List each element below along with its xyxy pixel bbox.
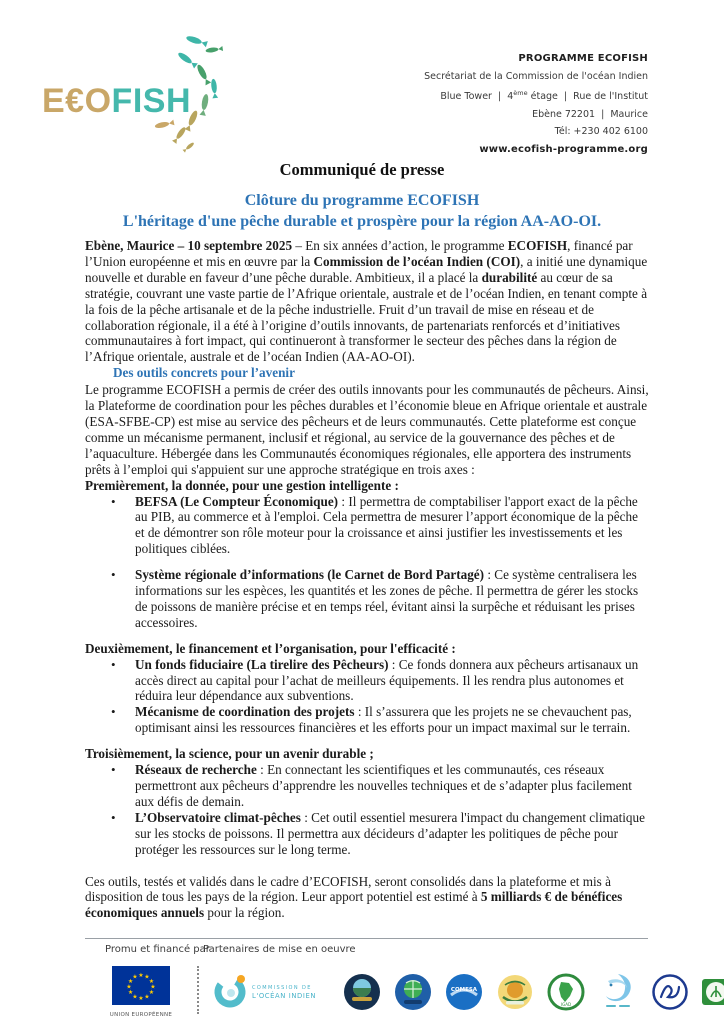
axis-heading: Troisièmement, la science, pour un avenir durable ; xyxy=(85,746,374,762)
fish-swirl-logo xyxy=(598,971,638,1013)
sadc-logo xyxy=(651,973,689,1011)
svg-text:★: ★ xyxy=(127,989,134,996)
footer-label-partners: Partenaires de mise en oeuvre xyxy=(203,944,356,955)
svg-text:★: ★ xyxy=(126,983,132,991)
swiofc-logo xyxy=(702,978,724,1006)
svg-text:★: ★ xyxy=(144,993,150,1001)
paragraph: Ces outils, testés et validés dans le cadre d’ECOFISH, seront consolidés dans la plateforme et mis à disposition de tous les pays de la région. Leur apport potentiel est estimé à 5 milliards € de bénéfices économiques annuels pour la région. xyxy=(85,873,623,921)
svg-text:E€OFISH xyxy=(42,82,191,120)
website-url[interactable]: www.ecofish-programme.org xyxy=(479,143,648,155)
document-body xyxy=(85,238,649,921)
svg-text:COMESA: COMESA xyxy=(450,987,478,993)
partner-logos-row xyxy=(212,966,690,1018)
svg-text:★: ★ xyxy=(148,989,155,996)
svg-text:★: ★ xyxy=(148,978,155,985)
comesa-logo xyxy=(445,973,483,1011)
lvfo-logo xyxy=(394,973,432,1011)
contact-phone: Tél: +230 402 6100 xyxy=(554,126,648,138)
contact-secretariat: Secrétariat de la Commission de l'océan Indien xyxy=(424,70,648,82)
bullet-item: • Réseaux de recherche : En connectant les scientifiques et les communautés, ces réseaux permettront aux pêcheurs d’apprendre les nouvelles techniques et de s’adapter plus facilement aux défis de demain. xyxy=(85,762,649,810)
eu-flag-caption: UNION EUROPÉENNE xyxy=(109,1012,173,1018)
eu-flag-icon xyxy=(112,966,170,1005)
svg-text:COMMISSION DE: COMMISSION DE xyxy=(252,985,312,991)
letterhead-contact-block xyxy=(424,50,648,158)
eac-logo xyxy=(343,973,381,1011)
document-title: Communiqué de presse xyxy=(279,160,445,179)
logo-text-teal: FISH xyxy=(111,82,191,120)
bullet-item: • L’Observatoire climat-pêches : Cet outil essentiel mesurera l'impact du changement climatique sur les stocks de poissons. Il permettra aux décideurs d’adapter les politiques de pêche pour protéger les ressources sur le long terme. xyxy=(85,810,649,858)
logo-text-gold: E€O xyxy=(42,82,112,120)
commission-ocean-indien-logo xyxy=(212,972,330,1012)
section-heading: Des outils concrets pour l’avenir xyxy=(113,365,295,381)
ecofish-logo-graphic xyxy=(42,28,237,153)
bullet-list xyxy=(85,762,649,857)
bullet-list xyxy=(85,657,649,737)
svg-text:L'OCÉAN INDIEN: L'OCÉAN INDIEN xyxy=(252,992,317,1000)
axis-heading: Deuxièmement, le financement et l’organisation, pour l'efficacité : xyxy=(85,640,456,656)
document-subtitle-1: Clôture du programme ECOFISH xyxy=(244,192,480,209)
svg-text:★: ★ xyxy=(144,973,150,981)
footer-dotted-divider xyxy=(197,966,199,1014)
document-subtitle-2: L'héritage d'une pêche durable et prospère pour la région AA-AO-OI. xyxy=(122,213,602,230)
svg-text:★: ★ xyxy=(132,973,138,981)
bullet-item: • Un fonds fiduciaire (La tirelire des Pêcheurs) : Ce fonds donnera aux pêcheurs artisanaux un accès direct au capital pour l’achat de meilleurs équipements. Il les rendra plus autonomes et réduira leur dépendance aux subventions. xyxy=(85,657,649,705)
svg-text:★: ★ xyxy=(138,995,144,1002)
title-block xyxy=(0,160,724,232)
bullet-list xyxy=(85,494,649,631)
bullet-item: • Système régionale d’informations (le Carnet de Bord Partagé) : Ce système centralisera les informations sur les espèces, les quantités et les zones de pêche. Il permettra de gérer les stocks de poissons de manière précise et en temps réel, évitant ainsi la surpêche et réduisant les prises accessoires. xyxy=(85,567,649,631)
ecofish-logo xyxy=(42,28,237,153)
paragraph: Ebène, Maurice – 10 septembre 2025 – En six années d’action, le programme ECOFISH, financé par l’Union européenne et mis en œuvre par la Commission de l’océan Indien (COI), a initié une dynamique nouvelle et durable en faveur d’une pêche durable. Ambitieux, il a placé la durabilité au cœur de sa stratégie, couvrant une vaste partie de l’Afrique orientale, australe et de l’océan Indien, en tenant compte à la fois de la pêche artisanale et de la pêche industrielle. Fruit d’un travail de mise en réseau et de collaboration régionale, il a été à l’origine d’outils innovants, de partenariats renforcés et d’initiatives communautaires à fort impact, qui continueront à transformer le secteur des pêches dans la région de l’Afrique orientale, australe et de l’océan Indien (AA-AO-OI). xyxy=(85,238,648,365)
axis-heading: Premièrement, la donnée, pour une gestion intelligente : xyxy=(85,477,399,493)
footer-label-funded-by: Promu et financé par xyxy=(105,944,210,955)
svg-text:★: ★ xyxy=(127,978,134,985)
svg-text:★: ★ xyxy=(150,983,156,991)
footer-divider xyxy=(85,938,648,939)
eu-flag-block xyxy=(106,966,176,1018)
bullet-item: • BEFSA (Le Compteur Économique) : Il permettra de comptabiliser l'apport exact de la pêche au PIB, au commerce et à l'emploi. Cela permettra de mesurer l’apport économique de la pêche et de démontrer son rôle moteur pour la croissance et ainsi justifier les investissements et les politiques ciblées. xyxy=(85,494,649,558)
paragraph: Le programme ECOFISH a permis de créer des outils innovants pour les communautés de pêcheurs. Ainsi, la Plateforme de coordination pour les pêches durables et l’économie bleue en Afrique orientale et australe (ESA-SFBE-CP) est mise au service des pêcheurs et de leurs communautés. Cette plateforme est conçue comme un mécanisme permanent, inclusif et régional, au service de la gouvernance des pêches et de l’aquaculture. Hébergée dans les Communautés économiques régionales, elle apportera des instruments prêts à l’emploi qui s'appuient sur une approche stratégique en trois axes : xyxy=(85,382,649,477)
svg-text:IGAD: IGAD xyxy=(560,1002,572,1007)
contact-address: Blue Tower | 4ème étage | Rue de l'Institut xyxy=(440,89,648,103)
eccas-logo xyxy=(496,973,534,1011)
contact-city: Ebène 72201 | Maurice xyxy=(532,108,648,120)
programme-name: PROGRAMME ECOFISH xyxy=(518,53,648,64)
svg-text:★: ★ xyxy=(132,993,138,1001)
igad-logo xyxy=(547,973,585,1011)
svg-text:★: ★ xyxy=(138,972,144,979)
bullet-item: • Mécanisme de coordination des projets : Il s’assurera que les projets ne se chevauchent pas, optimisant ainsi les ressources financières et les efforts pour un impact maximal sur le terrain. xyxy=(85,704,649,736)
